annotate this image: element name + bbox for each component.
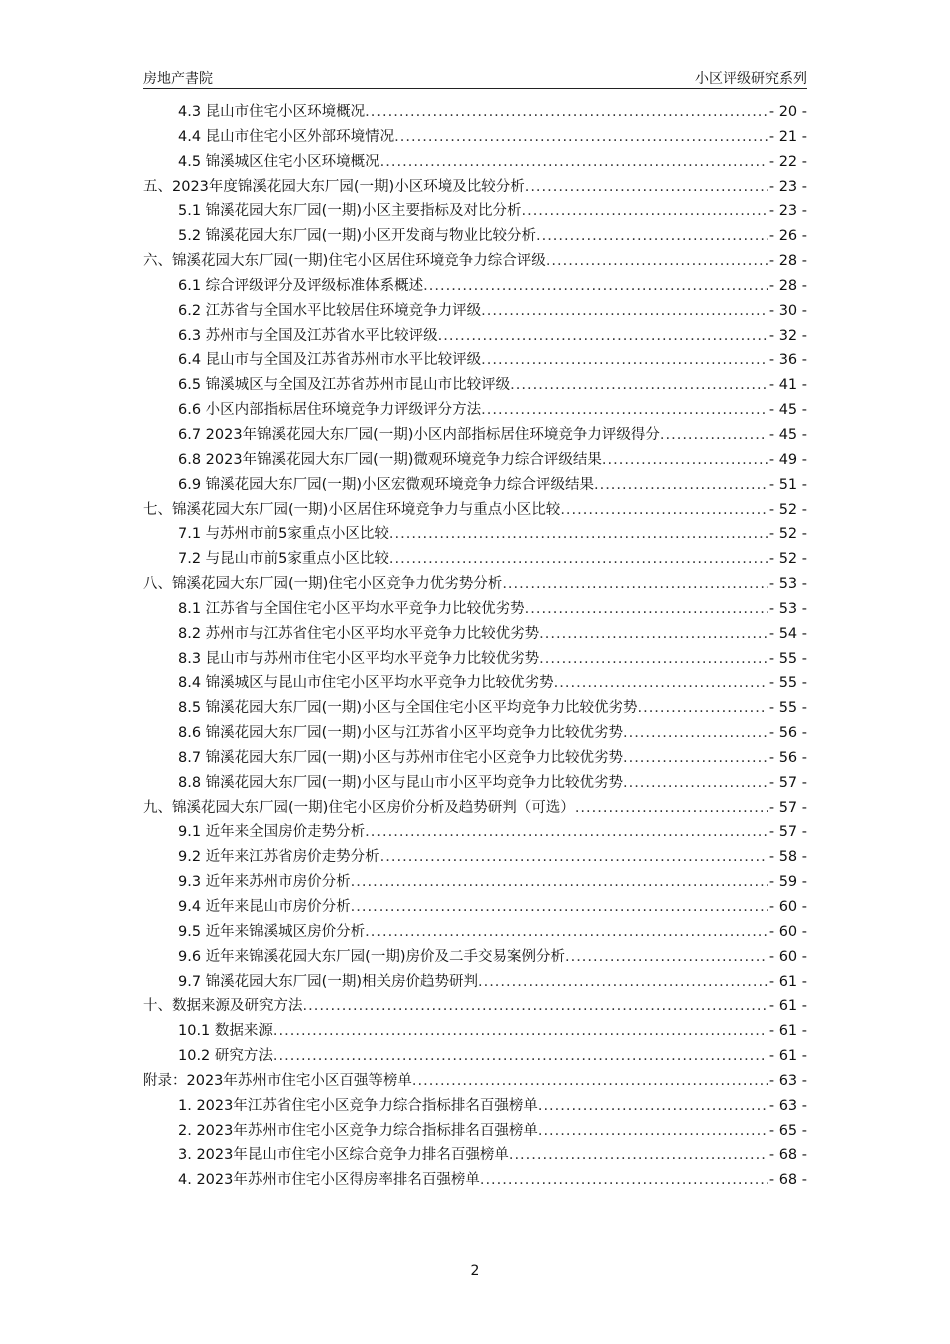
toc-entry[interactable] (143, 1044, 807, 1069)
toc-entry[interactable] (143, 100, 807, 125)
toc-entry-page: - 49 - (768, 451, 807, 468)
toc-entry-page: - 22 - (768, 153, 807, 170)
toc-entry[interactable] (143, 224, 807, 249)
toc-dot-leader (389, 526, 768, 542)
toc-entry-page: - 45 - (768, 426, 807, 443)
toc-entry-page: - 51 - (768, 476, 807, 493)
toc-entry-title: 6.4 昆山市与全国及江苏省苏州市水平比较评级 (178, 352, 482, 369)
toc-entry[interactable] (143, 597, 807, 622)
toc-entry-title: 十、数据来源及研究方法 (143, 998, 303, 1015)
toc-entry[interactable] (143, 373, 807, 398)
toc-dot-leader (394, 129, 768, 145)
toc-dot-leader (521, 203, 767, 219)
toc-dot-leader (623, 750, 768, 766)
toc-entry[interactable] (143, 498, 807, 523)
toc-entry-page: - 20 - (768, 104, 807, 120)
toc-entry-page: - 59 - (768, 874, 807, 891)
toc-dot-leader (538, 1123, 768, 1139)
toc-dot-leader (565, 949, 768, 965)
toc-entry-page: - 60 - (768, 948, 807, 965)
toc-entry-page: - 52 - (768, 551, 807, 568)
table-of-contents (143, 100, 807, 1193)
toc-dot-leader (502, 576, 768, 592)
toc-entry[interactable] (143, 398, 807, 423)
toc-entry-page: - 28 - (768, 253, 807, 270)
toc-entry[interactable] (143, 845, 807, 870)
toc-entry[interactable] (143, 150, 807, 175)
toc-entry-page: - 61 - (768, 1023, 807, 1040)
toc-entry-title: 4.3 昆山市住宅小区环境概况 (178, 104, 366, 120)
toc-entry-page: - 23 - (768, 203, 807, 220)
toc-entry[interactable] (143, 547, 807, 572)
toc-entry[interactable] (143, 448, 807, 473)
toc-entry-title: 9.2 近年来江苏省房价走势分析 (178, 849, 380, 866)
toc-dot-leader (303, 998, 768, 1014)
toc-entry[interactable] (143, 622, 807, 647)
toc-dot-leader (539, 651, 768, 667)
toc-dot-leader (554, 675, 768, 691)
toc-dot-leader (594, 477, 768, 493)
toc-entry-page: - 63 - (768, 1097, 807, 1114)
toc-entry-title: 4.5 锦溪城区住宅小区环境概况 (178, 153, 380, 170)
toc-entry-title: 4. 2023年苏州市住宅小区得房率排名百强榜单 (178, 1172, 480, 1189)
toc-entry[interactable] (143, 125, 807, 150)
toc-dot-leader (365, 924, 768, 940)
toc-entry[interactable] (143, 522, 807, 547)
toc-dot-leader (481, 352, 768, 368)
toc-entry[interactable] (143, 870, 807, 895)
toc-entry-page: - 65 - (768, 1122, 807, 1139)
toc-entry-title: 2. 2023年苏州市住宅小区竞争力综合指标排名百强榜单 (178, 1122, 538, 1139)
toc-dot-leader (481, 402, 768, 418)
toc-entry-page: - 57 - (768, 774, 807, 791)
toc-entry-title: 9.7 锦溪花园大东厂园(一期)相关房价趋势研判 (178, 973, 478, 990)
toc-entry-page: - 55 - (768, 650, 807, 667)
toc-entry-title: 6.2 江苏省与全国水平比较居住环境竞争力评级 (178, 302, 482, 319)
toc-entry-title: 9.1 近年来全国房价走势分析 (178, 824, 366, 841)
toc-dot-leader (575, 800, 768, 816)
toc-entry-page: - 45 - (768, 402, 807, 419)
toc-entry[interactable] (143, 746, 807, 771)
toc-entry-title: 6.9 锦溪花园大东厂园(一期)小区宏微观环境竞争力综合评级结果 (178, 476, 594, 493)
toc-entry-page: - 57 - (768, 824, 807, 841)
toc-entry-page: - 58 - (768, 849, 807, 866)
toc-entry[interactable] (143, 249, 807, 274)
toc-entry-title: 8.2 苏州市与江苏省住宅小区平均水平竞争力比较优劣势 (178, 625, 540, 642)
toc-entry[interactable] (143, 1168, 807, 1193)
toc-entry[interactable] (143, 970, 807, 995)
toc-dot-leader (412, 1073, 768, 1089)
toc-entry[interactable] (143, 199, 807, 224)
toc-entry-title: 8.1 江苏省与全国住宅小区平均水平竞争力比较优劣势 (178, 600, 525, 617)
toc-entry[interactable] (143, 423, 807, 448)
toc-entry[interactable] (143, 274, 807, 299)
toc-entry-page: - 55 - (768, 700, 807, 717)
toc-dot-leader (623, 775, 768, 791)
toc-entry[interactable] (143, 796, 807, 821)
header-right-title: 小区评级研究系列 (695, 71, 807, 87)
toc-entry-page: - 56 - (768, 725, 807, 742)
toc-entry-title: 8.4 锦溪城区与昆山市住宅小区平均水平竞争力比较优劣势 (178, 675, 554, 692)
toc-entry-title: 6.6 小区内部指标居住环境竞争力评级评分方法 (178, 402, 482, 419)
toc-dot-leader (602, 452, 768, 468)
toc-dot-leader (637, 700, 767, 716)
toc-dot-leader (538, 1098, 768, 1114)
toc-entry-title: 八、锦溪花园大东厂园(一期)住宅小区竞争力优劣势分析 (143, 576, 503, 593)
toc-entry-title: 3. 2023年昆山市住宅小区综合竞争力排名百强榜单 (178, 1147, 509, 1164)
toc-entry-title: 9.4 近年来昆山市房价分析 (178, 899, 351, 915)
toc-dot-leader (273, 1023, 768, 1039)
toc-entry-title: 9.3 近年来苏州市房价分析 (178, 874, 351, 891)
toc-entry-title: 9.6 近年来锦溪花园大东厂园(一期)房价及二手交易案例分析 (178, 948, 565, 965)
toc-entry-page: - 23 - (768, 178, 807, 195)
toc-dot-leader (273, 1048, 768, 1064)
toc-entry[interactable] (143, 1143, 807, 1168)
toc-dot-leader (481, 303, 768, 319)
toc-entry[interactable] (143, 1019, 807, 1044)
toc-entry[interactable] (143, 696, 807, 721)
toc-entry-title: 10.2 研究方法 (178, 1048, 273, 1065)
toc-entry-title: 8.8 锦溪花园大东厂园(一期)小区与昆山市小区平均竞争力比较优劣势 (178, 774, 623, 791)
toc-entry[interactable] (143, 1069, 807, 1094)
toc-entry-title: 7.1 与苏州市前5家重点小区比较 (178, 526, 389, 543)
toc-dot-leader (351, 899, 768, 915)
toc-dot-leader (480, 1172, 768, 1188)
toc-entry-page: - 26 - (768, 228, 807, 245)
toc-dot-leader (546, 253, 768, 269)
toc-dot-leader (365, 104, 768, 120)
toc-dot-leader (478, 974, 768, 990)
page-number: 2 (470, 1263, 480, 1279)
toc-entry[interactable] (143, 1119, 807, 1144)
toc-entry-title: 六、锦溪花园大东厂园(一期)住宅小区居住环境竞争力综合评级 (143, 253, 546, 270)
toc-entry[interactable] (143, 771, 807, 796)
toc-entry[interactable] (143, 945, 807, 970)
toc-dot-leader (509, 1147, 768, 1163)
toc-entry-page: - 52 - (768, 501, 807, 518)
toc-entry-title: 9.5 近年来锦溪城区房价分析 (178, 923, 366, 940)
toc-dot-leader (510, 377, 768, 393)
toc-entry-title: 五、2023年度锦溪花园大东厂园(一期)小区环境及比较分析 (143, 178, 525, 195)
toc-entry-title: 6.8 2023年锦溪花园大东厂园(一期)微观环境竞争力综合评级结果 (178, 451, 602, 468)
toc-entry[interactable] (143, 920, 807, 945)
toc-entry[interactable] (143, 572, 807, 597)
toc-entry-title: 8.3 昆山市与苏州市住宅小区平均水平竞争力比较优劣势 (178, 650, 540, 667)
toc-entry-title: 8.6 锦溪花园大东厂园(一期)小区与江苏省小区平均竞争力比较优劣势 (178, 725, 623, 742)
toc-dot-leader (623, 725, 768, 741)
toc-dot-leader (380, 849, 768, 865)
toc-entry-title: 6.7 2023年锦溪花园大东厂园(一期)小区内部指标居住环境竞争力评级得分 (178, 426, 660, 443)
toc-entry-page: - 21 - (768, 128, 807, 145)
toc-entry-page: - 41 - (768, 377, 807, 394)
toc-entry-page: - 55 - (768, 675, 807, 692)
toc-dot-leader (660, 427, 768, 443)
toc-entry[interactable] (143, 324, 807, 349)
toc-dot-leader (539, 626, 768, 642)
toc-dot-leader (525, 179, 768, 195)
toc-entry-page: - 54 - (768, 625, 807, 642)
toc-dot-leader (365, 824, 768, 840)
toc-entry-page: - 61 - (768, 998, 807, 1015)
toc-entry-title: 8.7 锦溪花园大东厂园(一期)小区与苏州市住宅小区竞争力比较优劣势 (178, 749, 623, 766)
toc-entry-page: - 63 - (768, 1072, 807, 1089)
toc-entry-title: 10.1 数据来源 (178, 1023, 273, 1040)
header-left-title: 房地产書院 (143, 71, 213, 87)
toc-entry[interactable] (143, 994, 807, 1019)
toc-entry-title: 5.2 锦溪花园大东厂园(一期)小区开发商与物业比较分析 (178, 228, 536, 245)
toc-entry-title: 8.5 锦溪花园大东厂园(一期)小区与全国住宅小区平均竞争力比较优劣势 (178, 700, 638, 717)
toc-entry[interactable] (143, 820, 807, 845)
toc-dot-leader (380, 154, 768, 170)
toc-entry-page: - 61 - (768, 973, 807, 990)
toc-entry-title: 七、锦溪花园大东厂园(一期)小区居住环境竞争力与重点小区比较 (143, 501, 561, 518)
toc-entry[interactable] (143, 671, 807, 696)
toc-entry[interactable] (143, 721, 807, 746)
toc-entry-title: 7.2 与昆山市前5家重点小区比较 (178, 551, 389, 568)
toc-entry-title: 附录：2023年苏州市住宅小区百强等榜单 (143, 1072, 412, 1089)
page-header (143, 66, 807, 89)
toc-entry-page: - 68 - (768, 1147, 807, 1164)
toc-entry-title: 6.3 苏州市与全国及江苏省水平比较评级 (178, 327, 438, 344)
toc-entry-page: - 53 - (768, 600, 807, 617)
toc-entry-page: - 36 - (768, 352, 807, 369)
toc-entry-page: - 60 - (768, 923, 807, 940)
toc-entry-page: - 52 - (768, 526, 807, 543)
toc-entry-title: 九、锦溪花园大东厂园(一期)住宅小区房价分析及趋势研判（可选） (143, 799, 575, 816)
toc-entry[interactable] (143, 175, 807, 200)
toc-entry-page: - 28 - (768, 277, 807, 294)
toc-entry-page: - 30 - (768, 302, 807, 319)
toc-entry[interactable] (143, 348, 807, 373)
toc-entry-page: - 53 - (768, 576, 807, 593)
toc-entry-page: - 68 - (768, 1172, 807, 1189)
toc-entry-title: 6.5 锦溪城区与全国及江苏省苏州市昆山市比较评级 (178, 377, 511, 394)
toc-dot-leader (423, 278, 768, 294)
toc-entry-title: 5.1 锦溪花园大东厂园(一期)小区主要指标及对比分析 (178, 203, 522, 220)
toc-dot-leader (560, 502, 768, 518)
toc-entry-page: - 60 - (768, 899, 807, 915)
toc-dot-leader (525, 601, 768, 617)
toc-entry[interactable] (143, 299, 807, 324)
toc-entry-title: 1. 2023年江苏省住宅小区竞争力综合指标排名百强榜单 (178, 1097, 538, 1114)
toc-entry[interactable] (143, 1094, 807, 1119)
toc-entry-page: - 32 - (768, 327, 807, 344)
toc-entry[interactable] (143, 647, 807, 672)
toc-entry-page: - 61 - (768, 1048, 807, 1065)
toc-dot-leader (389, 551, 768, 567)
toc-entry-page: - 56 - (768, 749, 807, 766)
toc-entry[interactable] (143, 473, 807, 498)
toc-dot-leader (351, 874, 768, 890)
toc-entry-title: 4.4 昆山市住宅小区外部环境情况 (178, 128, 395, 145)
toc-entry-page: - 57 - (768, 799, 807, 816)
toc-entry-title: 6.1 综合评级评分及评级标准体系概述 (178, 277, 424, 294)
toc-dot-leader (536, 228, 768, 244)
toc-entry[interactable] (143, 895, 807, 920)
toc-dot-leader (438, 328, 768, 344)
